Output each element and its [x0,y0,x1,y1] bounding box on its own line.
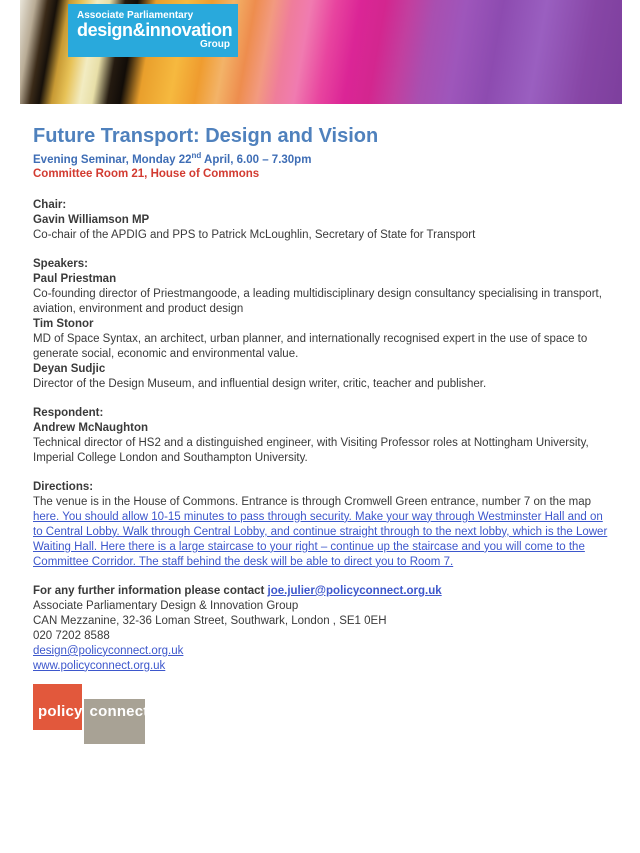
apdig-logo-line2: design&innovation [77,20,233,40]
speaker-item [33,272,611,317]
contact-phone: 020 7202 8588 [33,629,110,642]
speaker-desc: Director of the Design Museum, and influential design writer, critic, teacher and publisher. [33,377,487,390]
contact-email-link[interactable]: joe.julier@policyconnect.org.uk [267,584,442,597]
speaker-name: Paul Priestman [33,272,117,285]
event-datetime [33,149,611,167]
design-email-link[interactable]: design@policyconnect.org.uk [33,644,184,657]
speaker-desc: Co-founding director of Priestmangoode, a leading multidisciplinary design consultancy specialising in transport, aviation, environment and product design [33,287,602,315]
website-link[interactable]: www.policyconnect.org.uk [33,659,166,672]
event-location: Committee Room 21, House of Commons [33,167,260,180]
directions-section [33,480,611,570]
speaker-item [33,362,611,392]
contact-address: CAN Mezzanine, 32-36 Loman Street, Southwark, London , SE1 0EH [33,614,387,627]
directions-intro: The venue is in the House of Commons. Entrance is through Cromwell Green entrance, number 7 on the map [33,495,592,508]
document-body [33,124,611,746]
contact-section [33,584,611,674]
contact-prefix: For any further information please contact [33,584,268,597]
contact-website-line [33,659,611,674]
directions-map-link[interactable]: here. You should allow 10-15 minutes to pass through security. Make your way through Westminster Hall and on to Central Lobby. Walk through Central Lobby, and continue straight through to the next lobby, which is the Lower Waiting Hall. Here there is a large staircase to your right – continue up the staircase and you will come to the Committee Corridor. The staff behind the desk will be able to direct you to Room 7. [33,510,608,568]
respondent-name: Andrew McNaughton [33,421,148,434]
respondent-label: Respondent: [33,406,104,419]
chair-name: Gavin Williamson MP [33,213,150,226]
speakers-label: Speakers: [33,257,88,270]
contact-org: Associate Parliamentary Design & Innovation Group [33,599,299,612]
policy-connect-wordmark [38,704,148,720]
directions-label: Directions: [33,480,94,493]
chair-label: Chair: [33,198,67,211]
header-banner-image [20,0,622,104]
speaker-name: Tim Stonor [33,317,94,330]
chair-section [33,198,611,243]
policy-connect-logo [33,684,163,746]
speaker-desc: MD of Space Syntax, an architect, urban planner, and internationally recognised expert in the use of space to generate social, economic and environmental value. [33,332,588,360]
chair-desc: Co-chair of the APDIG and PPS to Patrick McLoughlin, Secretary of State for Transport [33,228,476,241]
event-datetime-suffix: April, 6.00 – 7.30pm [201,153,312,166]
apdig-logo-line3: Group [200,39,230,50]
respondent-desc: Technical director of HS2 and a distinguished engineer, with Visiting Professor roles at Nottingham University, Imperial College London and Southampton University. [33,436,589,464]
contact-email2-line [33,644,611,659]
speakers-section [33,257,611,392]
directions-text [33,495,611,570]
apdig-logo [68,4,238,57]
policy-connect-word-policy: policy [38,702,83,720]
contact-line [33,584,611,599]
speaker-item [33,317,611,362]
event-datetime-prefix: Evening Seminar, Monday 22 [33,153,192,166]
speaker-name: Deyan Sudjic [33,362,106,375]
event-datetime-ordinal: nd [191,151,202,160]
respondent-section [33,406,611,466]
policy-connect-word-connect: connect [89,702,149,720]
apdig-logo-line1: Associate Parliamentary [77,10,194,21]
event-title: Future Transport: Design and Vision [33,125,379,147]
